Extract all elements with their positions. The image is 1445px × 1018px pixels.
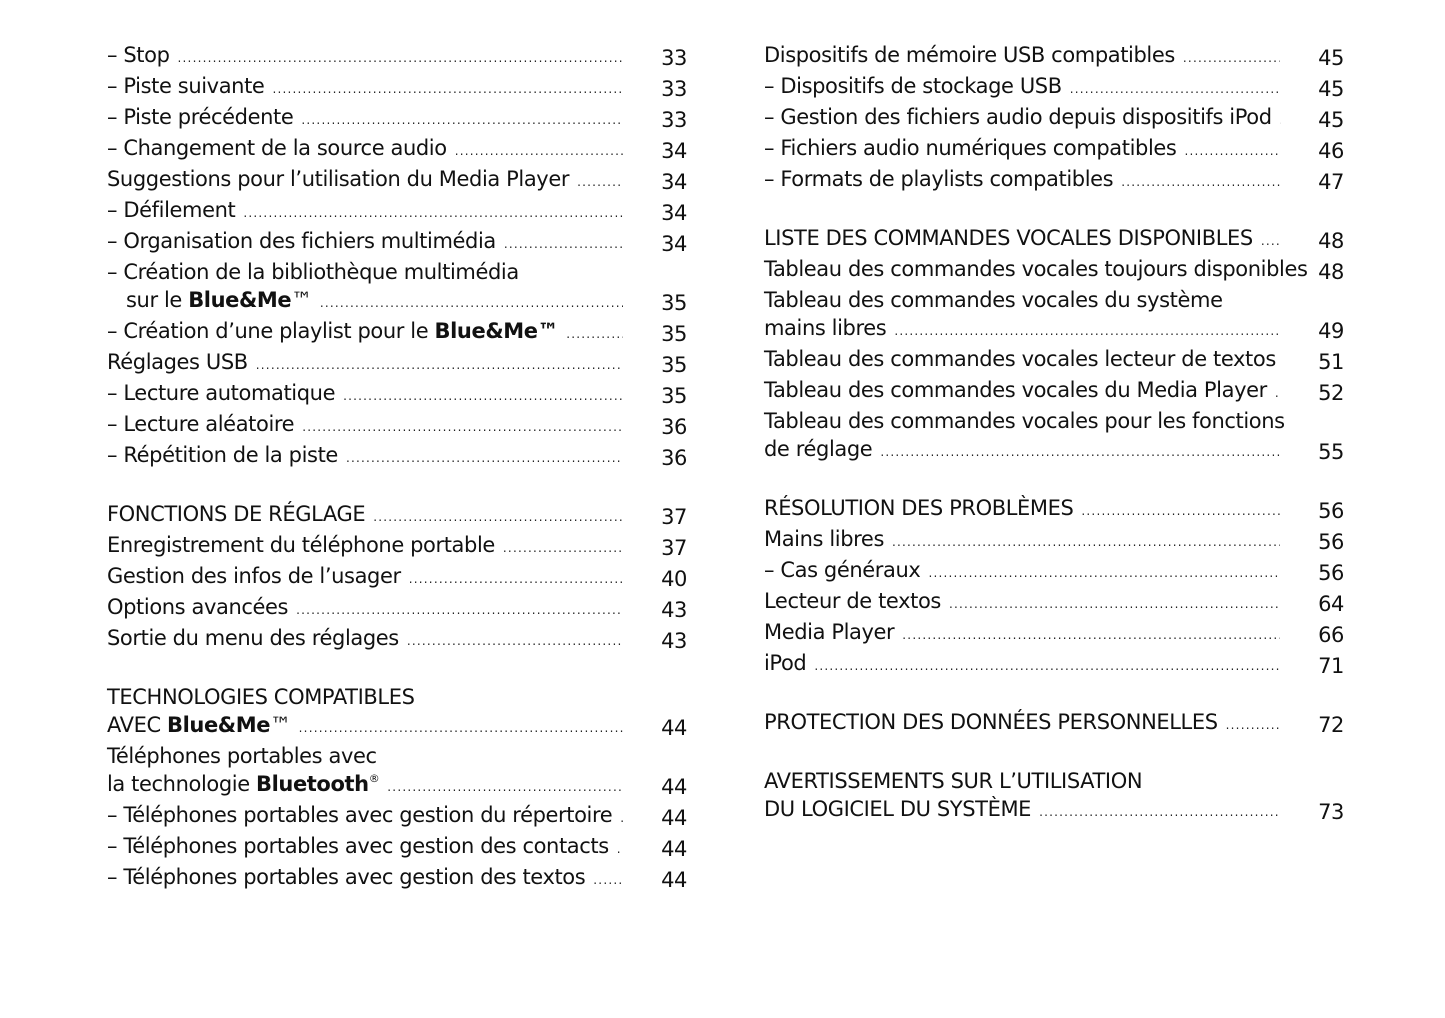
toc-entry-label: Lecteur de textos bbox=[764, 589, 941, 613]
leader-dots bbox=[343, 382, 623, 410]
toc-entry-label: Réglages USB bbox=[107, 350, 248, 374]
toc-page-number: 36 bbox=[661, 415, 687, 439]
toc-page-number: 48 bbox=[1318, 260, 1344, 284]
toc-entry[interactable] bbox=[107, 441, 687, 472]
leader-dots bbox=[320, 289, 623, 317]
toc-entry-label-line1: AVERTISSEMENTS SUR L’UTILISATION bbox=[764, 769, 1143, 793]
toc-page-number: 33 bbox=[661, 77, 687, 101]
toc-entry-label: RÉSOLUTION DES PROBLÈMES bbox=[764, 496, 1074, 520]
toc-entry-label: – Téléphones portables avec gestion des textos bbox=[107, 865, 586, 889]
toc-right-column bbox=[764, 41, 1344, 826]
toc-entry[interactable] bbox=[107, 562, 687, 593]
toc-entry-label: – Organisation des fichiers multimédia bbox=[107, 229, 496, 253]
toc-page-number: 49 bbox=[1318, 319, 1344, 343]
toc-entry[interactable] bbox=[107, 41, 687, 72]
toc-page-number: 35 bbox=[661, 384, 687, 408]
toc-page-number: 35 bbox=[661, 322, 687, 346]
toc-page-number: 72 bbox=[1318, 713, 1344, 737]
toc-page-number: 33 bbox=[661, 108, 687, 132]
toc-entry-label-line1: Tableau des commandes vocales du système bbox=[764, 288, 1223, 312]
toc-page-number: 56 bbox=[1318, 561, 1344, 585]
leader-dots bbox=[1261, 227, 1280, 255]
toc-page-number: 64 bbox=[1318, 592, 1344, 616]
toc-entry[interactable] bbox=[107, 258, 687, 317]
toc-entry[interactable] bbox=[764, 556, 1344, 587]
toc-page-number: 48 bbox=[1318, 229, 1344, 253]
toc-entry[interactable] bbox=[764, 72, 1344, 103]
leader-dots bbox=[504, 230, 623, 258]
leader-dots bbox=[455, 137, 623, 165]
toc-entry-label: – Formats de playlists compatibles bbox=[764, 167, 1114, 191]
toc-entry-label: – Téléphones portables avec gestion des contacts bbox=[107, 834, 609, 858]
toc-entry[interactable] bbox=[764, 286, 1344, 345]
toc-entry[interactable] bbox=[764, 407, 1344, 466]
leader-dots bbox=[346, 444, 623, 472]
toc-entry[interactable] bbox=[107, 593, 687, 624]
toc-entry-label: Options avancées bbox=[107, 595, 289, 619]
toc-page-number: 56 bbox=[1318, 530, 1344, 554]
toc-section-heading[interactable] bbox=[107, 683, 687, 742]
toc-entry[interactable] bbox=[764, 134, 1344, 165]
toc-page-number: 44 bbox=[661, 806, 687, 830]
toc-entry-label: Dispositifs de mémoire USB compatibles bbox=[764, 43, 1175, 67]
leader-dots bbox=[814, 652, 1280, 680]
toc-page-number: 51 bbox=[1318, 350, 1344, 374]
leader-dots bbox=[409, 565, 623, 593]
toc-entry-label-line2: DU LOGICIEL DU SYSTÈME bbox=[764, 797, 1032, 821]
leader-dots bbox=[299, 714, 623, 742]
leader-dots bbox=[1070, 75, 1280, 103]
toc-entry-label-line2: AVEC Blue&Me™ bbox=[107, 713, 291, 737]
toc-page-number: 34 bbox=[661, 170, 687, 194]
toc-page-number: 36 bbox=[661, 446, 687, 470]
toc-entry[interactable] bbox=[764, 376, 1344, 407]
toc-page-number: 34 bbox=[661, 232, 687, 256]
toc-entry-label: LISTE DES COMMANDES VOCALES DISPONIBLES bbox=[764, 226, 1253, 250]
toc-entry-label: iPod bbox=[764, 651, 807, 675]
toc-page-number: 43 bbox=[661, 629, 687, 653]
toc-entry[interactable] bbox=[107, 196, 687, 227]
toc-entry[interactable] bbox=[107, 832, 687, 863]
toc-entry-label: – Gestion des fichiers audio depuis dispositifs iPod bbox=[764, 105, 1272, 129]
toc-entry-label: – Piste suivante bbox=[107, 74, 265, 98]
toc-page-number: 45 bbox=[1318, 46, 1344, 70]
leader-dots bbox=[1121, 168, 1280, 196]
leader-dots bbox=[272, 75, 623, 103]
toc-page-number: 35 bbox=[661, 353, 687, 377]
toc-page-number: 44 bbox=[661, 868, 687, 892]
leader-dots bbox=[880, 438, 1280, 466]
toc-page-number: 73 bbox=[1318, 800, 1344, 824]
leader-dots bbox=[407, 627, 623, 655]
toc-entry-label-line2: mains libres bbox=[764, 316, 887, 340]
toc-entry-label: Tableau des commandes vocales toujours disponibles bbox=[764, 257, 1308, 281]
toc-entry-label-line2: la technologie Bluetooth® bbox=[107, 772, 380, 796]
toc-entry-label-line1: Tableau des commandes vocales pour les fonctions bbox=[764, 409, 1285, 433]
toc-entry[interactable] bbox=[764, 587, 1344, 618]
toc-entry-label: – Répétition de la piste bbox=[107, 443, 338, 467]
toc-page-number: 33 bbox=[661, 46, 687, 70]
toc-page-number: 44 bbox=[661, 716, 687, 740]
toc-entry-label: Tableau des commandes vocales lecteur de textos bbox=[764, 347, 1276, 371]
toc-entry-label-line1: Téléphones portables avec bbox=[107, 744, 377, 768]
toc-page-number: 66 bbox=[1318, 623, 1344, 647]
toc-entry[interactable] bbox=[107, 742, 687, 801]
leader-dots bbox=[577, 168, 623, 196]
toc-entry-label: PROTECTION DES DONNÉES PERSONNELLES bbox=[764, 710, 1218, 734]
toc-page-number: 46 bbox=[1318, 139, 1344, 163]
leader-dots bbox=[503, 534, 623, 562]
toc-page-number: 43 bbox=[661, 598, 687, 622]
toc-entry-label: – Changement de la source audio bbox=[107, 136, 447, 160]
leader-dots bbox=[892, 528, 1280, 556]
toc-page-number: 44 bbox=[661, 837, 687, 861]
toc-entry-label: Suggestions pour l’utilisation du Media Player bbox=[107, 167, 570, 191]
toc-entry[interactable] bbox=[107, 103, 687, 134]
toc-page-number: 55 bbox=[1318, 440, 1344, 464]
toc-page-number: 37 bbox=[661, 505, 687, 529]
toc-entry-label: Media Player bbox=[764, 620, 895, 644]
toc-entry-label: – Lecture automatique bbox=[107, 381, 336, 405]
toc-section-heading[interactable] bbox=[764, 767, 1344, 826]
toc-entry-label: Tableau des commandes vocales du Media Player bbox=[764, 378, 1267, 402]
leader-dots bbox=[894, 317, 1280, 345]
leader-dots bbox=[302, 413, 623, 441]
toc-entry-label: Gestion des infos de l’usager bbox=[107, 564, 401, 588]
leader-dots bbox=[296, 596, 623, 624]
toc-entry-label: Sortie du menu des réglages bbox=[107, 626, 399, 650]
toc-entry[interactable] bbox=[107, 134, 687, 165]
toc-page-number: 56 bbox=[1318, 499, 1344, 523]
toc-entry-label-line2: sur le Blue&Me™ bbox=[126, 288, 312, 312]
leader-dots bbox=[1039, 798, 1280, 826]
toc-entry[interactable] bbox=[107, 227, 687, 258]
leader-dots bbox=[1081, 497, 1280, 525]
toc-section-heading[interactable] bbox=[764, 708, 1344, 739]
toc-left-column bbox=[107, 41, 687, 894]
toc-entry-label: Mains libres bbox=[764, 527, 884, 551]
registered-mark: ® bbox=[368, 772, 380, 785]
toc-entry-label: – Défilement bbox=[107, 198, 236, 222]
leader-dots bbox=[949, 590, 1280, 618]
toc-entry-label: – Piste précédente bbox=[107, 105, 294, 129]
toc-page-number: 52 bbox=[1318, 381, 1344, 405]
leader-dots bbox=[243, 199, 623, 227]
leader-dots bbox=[256, 351, 623, 379]
toc-entry-label: – Dispositifs de stockage USB bbox=[764, 74, 1062, 98]
toc-entry-label: – Création d’une playlist pour le Blue&Me™ bbox=[107, 319, 559, 343]
toc-entry[interactable] bbox=[107, 317, 687, 348]
toc-entry[interactable] bbox=[764, 345, 1344, 376]
toc-entry[interactable] bbox=[764, 255, 1344, 286]
toc-page-number: 34 bbox=[661, 139, 687, 163]
toc-entry-label: Enregistrement du téléphone portable bbox=[107, 533, 495, 557]
toc-entry[interactable] bbox=[107, 801, 687, 832]
toc-section-heading[interactable] bbox=[107, 500, 687, 531]
leader-dots bbox=[566, 320, 623, 348]
toc-entry-label-line1: – Création de la bibliothèque multimédia bbox=[107, 260, 519, 284]
toc-page-number: 44 bbox=[661, 775, 687, 799]
toc-entry[interactable] bbox=[107, 531, 687, 562]
toc-entry-label-line1: TECHNOLOGIES COMPATIBLES bbox=[107, 685, 415, 709]
toc-entry[interactable] bbox=[107, 348, 687, 379]
toc-entry[interactable] bbox=[107, 410, 687, 441]
toc-page-number: 35 bbox=[661, 291, 687, 315]
toc-page-number: 34 bbox=[661, 201, 687, 225]
leader-dots bbox=[178, 44, 623, 72]
toc-page-number: 45 bbox=[1318, 108, 1344, 132]
toc-entry-label: – Cas généraux bbox=[764, 558, 921, 582]
toc-entry-label: – Fichiers audio numériques compatibles bbox=[764, 136, 1177, 160]
toc-page-number: 71 bbox=[1318, 654, 1344, 678]
leader-dots bbox=[1226, 711, 1280, 739]
toc-entry[interactable] bbox=[107, 624, 687, 655]
toc-page-number: 40 bbox=[661, 567, 687, 591]
toc-entry[interactable] bbox=[764, 618, 1344, 649]
toc-entry[interactable] bbox=[764, 649, 1344, 680]
toc-page-number: 47 bbox=[1318, 170, 1344, 194]
toc-page-number: 45 bbox=[1318, 77, 1344, 101]
toc-entry[interactable] bbox=[764, 165, 1344, 196]
toc-section-heading[interactable] bbox=[764, 224, 1344, 255]
toc-entry-label: – Lecture aléatoire bbox=[107, 412, 295, 436]
toc-entry[interactable] bbox=[107, 379, 687, 410]
leader-dots bbox=[1184, 137, 1280, 165]
toc-entry[interactable] bbox=[764, 525, 1344, 556]
toc-entry[interactable] bbox=[107, 863, 687, 894]
toc-entry[interactable] bbox=[764, 103, 1344, 134]
leader-dots bbox=[1183, 44, 1280, 72]
toc-entry[interactable] bbox=[764, 41, 1344, 72]
leader-dots bbox=[373, 503, 623, 531]
toc-entry-label: FONCTIONS DE RÉGLAGE bbox=[107, 502, 366, 526]
toc-page-number: 37 bbox=[661, 536, 687, 560]
toc-entry-label: – Téléphones portables avec gestion du répertoire bbox=[107, 803, 613, 827]
leader-dots bbox=[387, 773, 623, 801]
toc-entry-label-line2: de réglage bbox=[764, 437, 873, 461]
toc-section-heading[interactable] bbox=[764, 494, 1344, 525]
toc-entry[interactable] bbox=[107, 165, 687, 196]
toc-entry-label: – Stop bbox=[107, 43, 170, 67]
leader-dots bbox=[902, 621, 1280, 649]
leader-dots bbox=[593, 866, 623, 894]
toc-entry[interactable] bbox=[107, 72, 687, 103]
leader-dots bbox=[301, 106, 623, 134]
leader-dots bbox=[928, 559, 1280, 587]
